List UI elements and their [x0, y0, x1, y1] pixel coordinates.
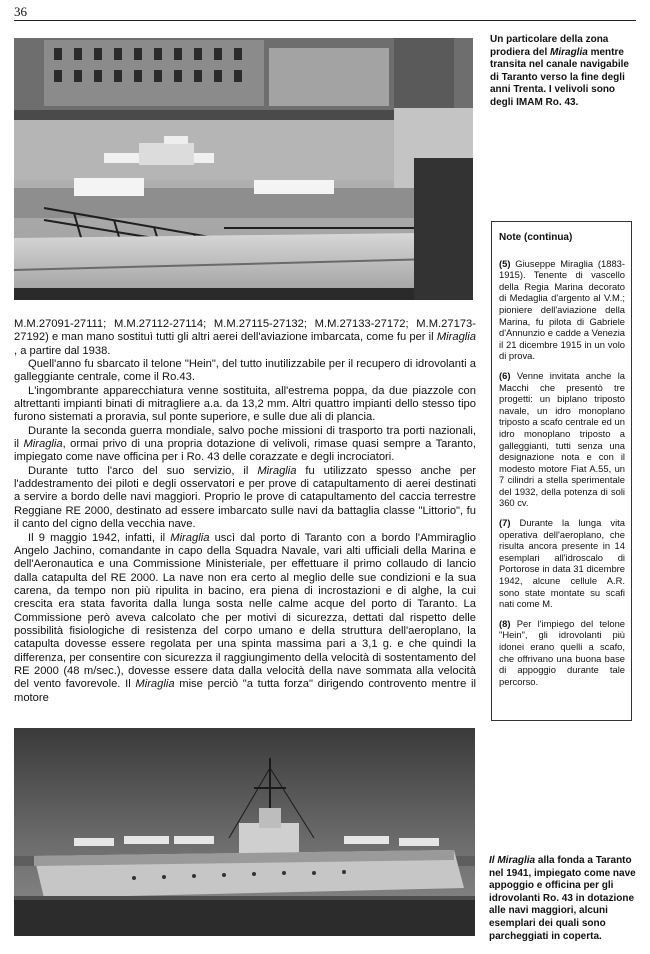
- caption-bottom-text: alla fonda a Taranto nel 1941, impiegato come nave appoggio e officina per gli idrovolanti Ro. 43 in dotazione alle navi maggiori, alcuni esemplari dei quali sono parcheggiati in coperta.: [489, 855, 636, 942]
- note-text: Giuseppe Miraglia (1883-1915). Tenente di vascello della Regia Marina decorato di Medaglia d'argento al V.M.; pioniere dell'aviazione della Marina, fu pilota di Gabriele d'Annunzio e cadde a Venezia il 21 dicembre 1915 in un volo di prova.: [499, 257, 625, 362]
- ship-name: Miraglia: [23, 438, 63, 451]
- paragraph-6: [14, 532, 476, 705]
- note-6: [499, 370, 625, 509]
- note-number: (8): [499, 617, 511, 629]
- paragraph-text: Durante tutto l'arco del suo servizio, il: [28, 464, 258, 477]
- caption-top-text-end: mentre transita nel canale navigabile di Taranto verso la fine degli anni Trenta. I velivoli sono degli IMAM Ro. 43.: [490, 46, 629, 108]
- caption-bottom-ship-name: Il Miraglia: [489, 855, 536, 866]
- note-7: [499, 517, 625, 610]
- notes-sidebar: [491, 221, 632, 721]
- ship-name: Miraglia: [170, 531, 210, 544]
- paragraph-text: Durante la seconda guerra mondiale, salvo poche missioni di trasporto tra porti nazionali, il: [14, 424, 476, 451]
- note-number: (5): [499, 257, 511, 269]
- note-number: (7): [499, 517, 511, 529]
- paragraph-text: fu utilizzato spesso anche per l'addestramento dei piloti e degli osservatori e per prove di catapultamento di aerei destinati a servire a bordo delle navi maggiori. Proprio le prove di catapultamento del caccia terrestre Reggiane RE 2000, destinato ad essere imbarcato sulle navi da battaglia classe "Littorio", fu il canto del cigno della vecchia nave.: [14, 464, 476, 531]
- paragraph-text: Il 9 maggio 1942, infatti, il: [28, 531, 171, 544]
- notes-title: Note (continua): [499, 232, 573, 243]
- paragraph-4: [14, 425, 476, 465]
- ship-name: Miraglia: [257, 464, 297, 477]
- paragraph-text: , a partire dal 1938.: [14, 344, 111, 357]
- caption-top-photo: [490, 34, 640, 110]
- caption-top-text: Un particolare della zona prodiera del: [490, 34, 609, 58]
- paragraph-3: L'ingombrante apparecchiatura venne sostituita, all'estrema poppa, da due piazzole con altrettanti impianti binati di mitragliere a.a. da 13,2 mm. Altri quattro impianti dello stesso tipo furono sistemati a proravia, sul ponte superiore, e sulle due ali di plancia.: [14, 384, 476, 424]
- page-number: 36: [14, 4, 27, 19]
- note-text: Per l'impiego del telone "Hein", gli idrovolanti più idonei erano quelli a scafo, che offrivano una buona base di appoggio durante tale percorso.: [499, 617, 625, 687]
- note-number: (6): [499, 369, 511, 381]
- header-rule: [14, 20, 636, 21]
- note-5: [499, 258, 625, 362]
- ship-name: Miraglia: [436, 331, 476, 344]
- paragraph-text: M.M.27091-27111; M.M.27112-27114; M.M.27115-27132; M.M.27133-27172; M.M.27173-27192) e man mano sostituì tutti gli altri aerei dell'aviazione imbarcata, come fu per il: [14, 318, 476, 344]
- paragraph-text: mise perciò "a tutta forza" dirigendo controvento mentre il motore: [14, 678, 476, 704]
- photo-ship-bow-taranto: [14, 38, 473, 300]
- note-text: Venne invitata anche la Macchi che presentò tre progetti: un biplano triposto navale, un idro monoplano triposto a scafo centrale ed un idro monoplano triposto a galleggianti, tutti senza una designazione nota e con il modesto motore Fiat A.55, un 7 cilindri a stella sperimentale del 1932, della potenza di soli 360 cv.: [499, 369, 625, 509]
- caption-bottom-photo: [489, 855, 641, 943]
- paragraph-1: [14, 318, 476, 358]
- ship-name: Miraglia: [135, 678, 175, 691]
- paragraph-text: uscì dal porto di Taranto con a bordo l'Ammiraglio Angelo Jachino, comandante in capo della Squadra Navale, vari alti ufficiali della Marina e dell'Aeronautica e una Commissione Ministeriale, per effettuare il primo collaudo di lancio dalla catapulta del RE 2000. La nave non era certo al meglio delle sue condizioni e la sua carena, da tempo non più ripulita in bacino, era piena di incrostazioni e di alghe, la cui crescita era stata favorita dalla lunga sosta nelle calme acque del porto di Taranto. La Commissione però aveva calcolato che per motivi di sicurezza, dettati dal rispetto delle possibilità fisiologiche di resistenza del corpo umano e della struttura dell'aeroplano, la catapulta dovesse essere regolata per una spinta massima pari a 3,1 g. e che quindi la differenza, per consentire con sicurezza il raggiungimento della velocità di sostentamento del RE 2000 (48 m/sec.), dovesse essere data dalla velocità della nave sommata alla velocità del vento favorevole. Il: [14, 531, 476, 691]
- caption-top-ship-name: Miraglia: [550, 46, 588, 58]
- paragraph-5: [14, 465, 476, 532]
- note-text: Durante la lunga vita operativa dell'aeroplano, che risulta ancora presente in 14 esemplari all'idroscalo di Portorose in data 31 dicembre 1942, alcune cellule A.R. sono state montate su scafi nati come M.: [499, 517, 625, 610]
- article-body: [14, 318, 476, 705]
- paragraph-text: , ormai privo di una propria dotazione di velivoli, rimase quasi sempre a Taranto, impiegato come nave officina per i Ro. 43 delle corazzate e degli incrociatori.: [14, 438, 476, 464]
- paragraph-2: Quell'anno fu sbarcato il telone "Hein", del tutto inutilizzabile per il recupero di idrovolanti a galleggiante centrale, come il Ro.43.: [14, 358, 476, 384]
- note-8: [499, 618, 625, 688]
- photo-ship-at-anchor: [14, 728, 475, 936]
